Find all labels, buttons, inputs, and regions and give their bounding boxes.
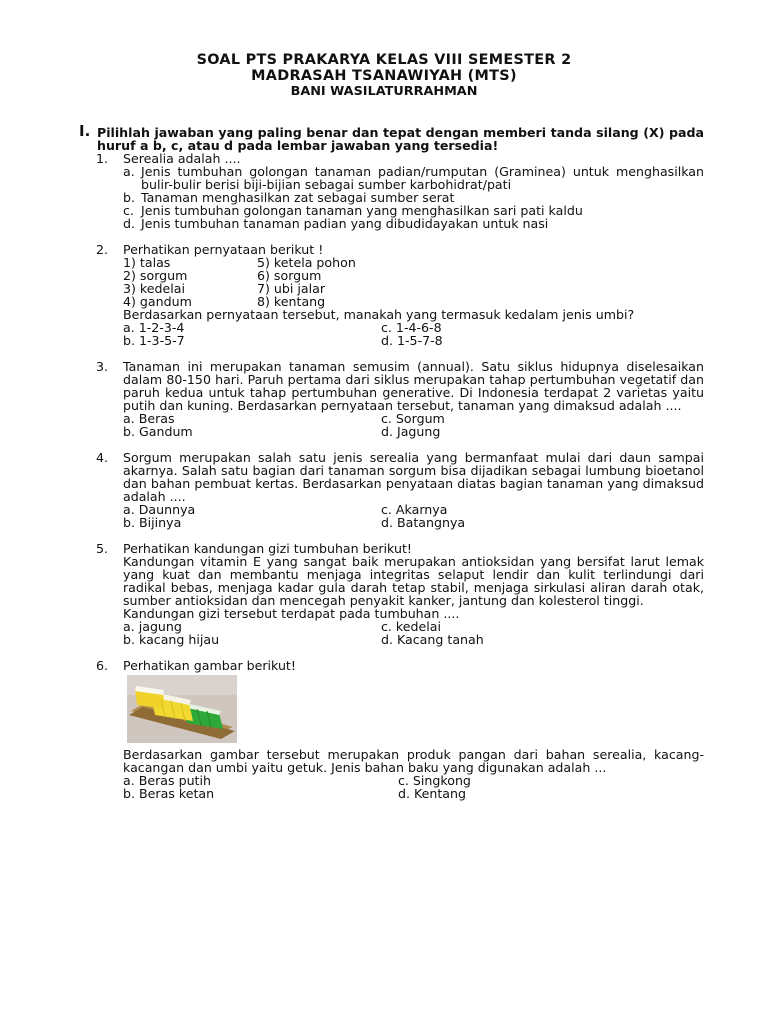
question-number: 4. [96, 450, 109, 465]
option-d: d. Kacang tanah [381, 632, 484, 647]
option-letter: d. [123, 216, 135, 231]
question-3 [79, 360, 704, 438]
options-row-2 [123, 425, 704, 438]
question-text: Perhatikan gambar berikut! [123, 658, 296, 673]
statement-list-left [123, 256, 257, 308]
option-text: Jenis tumbuhan tanaman padian yang dibudidayakan untuk nasi [141, 216, 549, 231]
section-number: I. [79, 122, 91, 140]
options-row-2 [123, 787, 704, 800]
statement-list-right [257, 256, 356, 308]
question-text: Serealia adalah .... [123, 151, 241, 166]
option-b: b. Beras ketan [123, 786, 215, 801]
option-b: b. kacang hijau [123, 632, 220, 647]
getuk-photo [127, 675, 237, 743]
option-letter: c. [123, 203, 134, 218]
question-prompt: Berdasarkan pernyataan tersebut, manakah yang termasuk kedalam jenis umbi? [123, 307, 635, 322]
question-5 [79, 542, 704, 646]
question-text: Perhatikan kandungan gizi tumbuhan berikut! [123, 541, 412, 556]
document-header [0, 52, 768, 100]
school-title: MADRASAH TSANAWIYAH (MTS) [251, 68, 517, 84]
question-6 [79, 659, 704, 800]
getuk-illustration [127, 675, 237, 743]
statement-item: 2) sorgum [123, 268, 188, 283]
question-1 [79, 152, 704, 230]
option-c: c. Akarnya [381, 502, 448, 517]
statement-item: 4) gandum [123, 294, 192, 309]
question-number: 3. [96, 359, 109, 374]
statement-list [123, 256, 704, 308]
option-text: Tanaman menghasilkan zat sebagai sumber serat [141, 190, 455, 205]
question-prompt: Berdasarkan gambar tersebut merupakan produk pangan dari bahan serealia, kacang-kacangan dan umbi yaitu getuk. Jenis bahan baku yang digunakan adalah ... [123, 747, 704, 775]
question-2 [79, 243, 704, 347]
option-d: d. Kentang [398, 786, 466, 801]
section-instruction [79, 122, 704, 153]
instruction-text: Pilihlah jawaban yang paling benar dan tepat dengan memberi tanda silang (X) pada huruf a b, c, atau d pada lembar jawaban yang tersedia! [97, 125, 704, 153]
option-b: b. 1-3-5-7 [123, 333, 185, 348]
option-c: c. kedelai [381, 619, 441, 634]
question-number: 2. [96, 242, 109, 257]
options-row-2 [123, 334, 704, 347]
option-a [123, 165, 704, 191]
foundation-title: BANI WASILATURRAHMAN [290, 84, 478, 99]
option-a: a. 1-2-3-4 [123, 320, 185, 335]
statement-item: 3) kedelai [123, 281, 185, 296]
exam-title: SOAL PTS PRAKARYA KELAS VIII SEMESTER 2 [196, 52, 572, 68]
question-number: 6. [96, 658, 109, 673]
question-number: 5. [96, 541, 109, 556]
question-paragraph: Kandungan vitamin E yang sangat baik merupakan antioksidan yang bersifat larut lemak yang kuat dan membantu menjaga integritas selaput lendir dan kulit terlindungi dari radikal bebas, menjaga kadar gula darah tetap stabil, menjaga sirkulasi aliran darah otak, sumber antioksidan dan mencegah penyakit kanker, jantung dan kolesterol tinggi. [123, 554, 704, 608]
option-a: a. Beras putih [123, 773, 211, 788]
option-d [123, 217, 704, 230]
option-letter: a. [123, 164, 135, 179]
option-c: c. Singkong [398, 773, 471, 788]
question-number: 1. [96, 151, 109, 166]
section-multiple-choice [79, 122, 704, 801]
question-text: Sorgum merupakan salah satu jenis serealia yang bermanfaat mulai dari daun sampai akarnya. Salah satu bagian dari tanaman sorgum bisa dijadikan sebagai lumbung bioetanol dan bahan pembuat kertas. Berdasarkan penyataan diatas bagian tanaman yang dimaksud adalah .... [123, 450, 704, 504]
option-d: d. Batangnya [381, 515, 466, 530]
statement-item: 7) ubi jalar [257, 281, 326, 296]
option-b: b. Bijinya [123, 515, 182, 530]
question-text: Perhatikan pernyataan berikut ! [123, 242, 324, 257]
options-row-2 [123, 516, 704, 529]
statement-item: 6) sorgum [257, 268, 322, 283]
question-4 [79, 451, 704, 529]
option-c: c. Sorgum [381, 411, 445, 426]
question-text: Tanaman ini merupakan tanaman semusim (annual). Satu siklus hidupnya diselesaikan dalam 80-150 hari. Paruh pertama dari siklus merupakan tahap pertumbuhan vegetatif dan paruh kedua untuk tahap pertumbuhan generative. Di Indonesia terdapat 2 varietas yaitu putih dan kuning. Berdasarkan pernyataan tersebut, tanaman yang dimaksud adalah .... [123, 359, 704, 413]
option-text: Jenis tumbuhan golongan tanaman padian/rumputan (Graminea) untuk menghasilkan bulir-bulir berisi biji-bijian sebagai sumber karbohidrat/pati [141, 164, 704, 192]
option-letter: b. [123, 190, 135, 205]
statement-item: 5) ketela pohon [257, 255, 356, 270]
option-a: a. Daunnya [123, 502, 196, 517]
option-d: d. 1-5-7-8 [381, 333, 443, 348]
question-prompt: Kandungan gizi tersebut terdapat pada tumbuhan .... [123, 606, 460, 621]
option-c: c. 1-4-6-8 [381, 320, 442, 335]
option-a: a. jagung [123, 619, 182, 634]
option-d: d. Jagung [381, 424, 441, 439]
options-row-2 [123, 633, 704, 646]
option-text: Jenis tumbuhan golongan tanaman yang menghasilkan sari pati kaldu [141, 203, 583, 218]
statement-item: 8) kentang [257, 294, 326, 309]
option-b: b. Gandum [123, 424, 193, 439]
statement-item: 1) talas [123, 255, 171, 270]
option-a: a. Beras [123, 411, 175, 426]
